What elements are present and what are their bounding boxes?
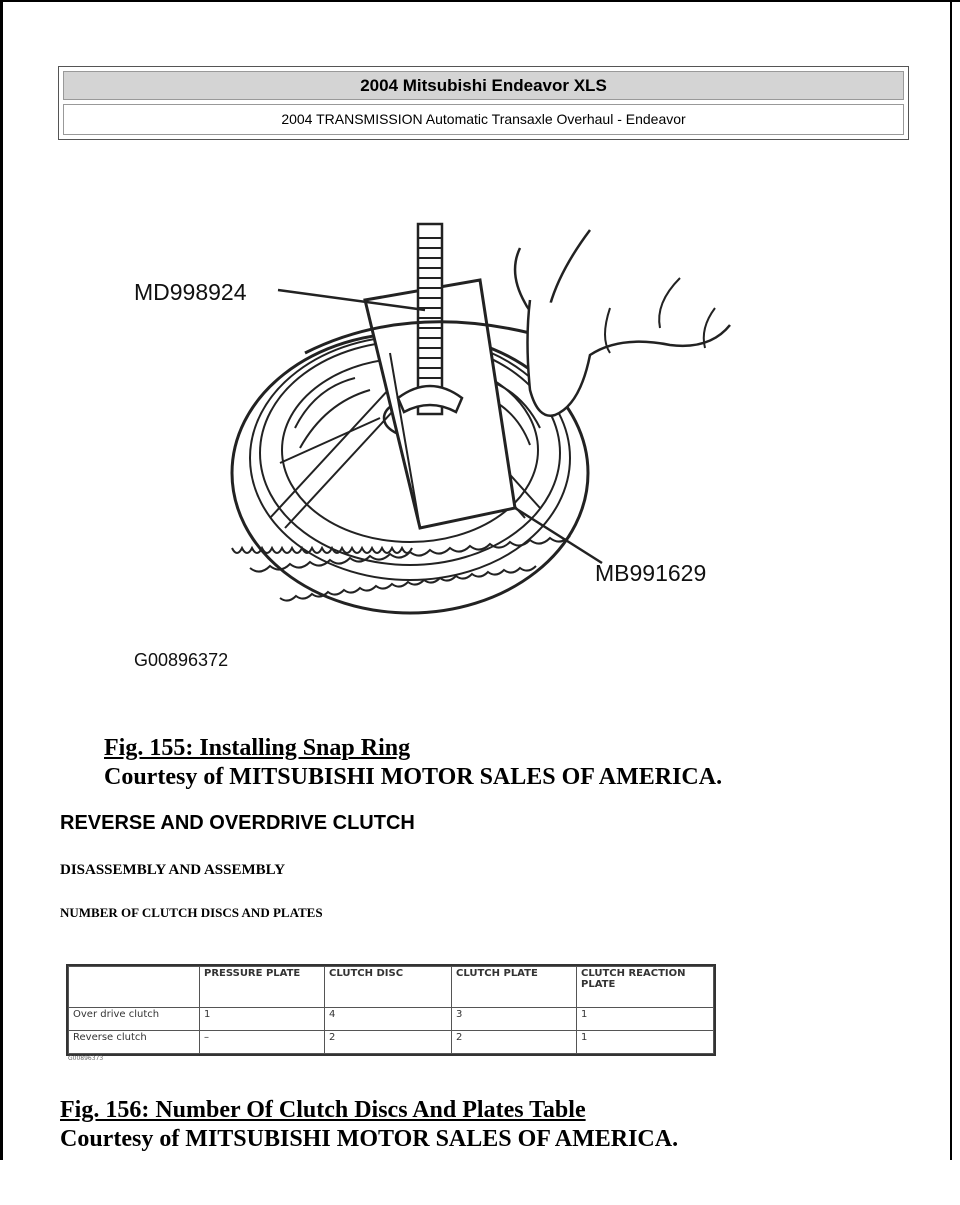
table-figure-code: G00896373	[68, 1055, 104, 1062]
table-cell: 1	[200, 1008, 325, 1031]
table-cell: 1	[577, 1031, 714, 1054]
table-row	[69, 1031, 714, 1054]
header-title: 2004 Mitsubishi Endeavor XLS	[63, 71, 904, 100]
subsection-heading: DISASSEMBLY AND ASSEMBLY	[60, 862, 286, 878]
figure-156-caption	[60, 1096, 678, 1154]
figure-155-credit: Courtesy of MITSUBISHI MOTOR SALES OF AMERICA.	[104, 764, 723, 790]
figure-156-title: Fig. 156: Number Of Clutch Discs And Plates Table	[60, 1097, 586, 1123]
table-cell: 2	[325, 1031, 452, 1054]
table-header-cell	[69, 967, 200, 1008]
sub-subsection-heading: NUMBER OF CLUTCH DISCS AND PLATES	[60, 905, 323, 920]
table-header-cell: CLUTCH DISC	[325, 967, 452, 1008]
table-header-cell: CLUTCH REACTION PLATE	[577, 967, 714, 1008]
figure-155-caption	[104, 734, 722, 792]
page-border-left	[0, 0, 3, 1160]
table-cell: 3	[452, 1008, 577, 1031]
page-border-right	[950, 0, 952, 1160]
section-heading: REVERSE AND OVERDRIVE CLUTCH	[60, 812, 415, 834]
page-border-top	[0, 0, 960, 2]
table-cell: –	[200, 1031, 325, 1054]
document-header	[58, 66, 909, 140]
table-header-row	[69, 967, 714, 1008]
table-header-cell: CLUTCH PLATE	[452, 967, 577, 1008]
table-cell: 4	[325, 1008, 452, 1031]
table-cell: 1	[577, 1008, 714, 1031]
table-header-cell: PRESSURE PLATE	[200, 967, 325, 1008]
label-md998924: MD998924	[134, 279, 247, 305]
figure-156-credit: Courtesy of MITSUBISHI MOTOR SALES OF AMERICA.	[60, 1126, 679, 1152]
header-subtitle: 2004 TRANSMISSION Automatic Transaxle Overhaul - Endeavor	[63, 104, 904, 135]
label-mb991629: MB991629	[595, 560, 707, 586]
table-cell: 2	[452, 1031, 577, 1054]
table-row	[69, 1008, 714, 1031]
table-cell: Over drive clutch	[69, 1008, 200, 1031]
table-cell: Reverse clutch	[69, 1031, 200, 1054]
figure-code: G00896372	[134, 650, 229, 670]
clutch-plates-table	[66, 964, 716, 1056]
figure-155-title: Fig. 155: Installing Snap Ring	[104, 735, 411, 761]
snap-ring-illustration	[120, 218, 760, 678]
